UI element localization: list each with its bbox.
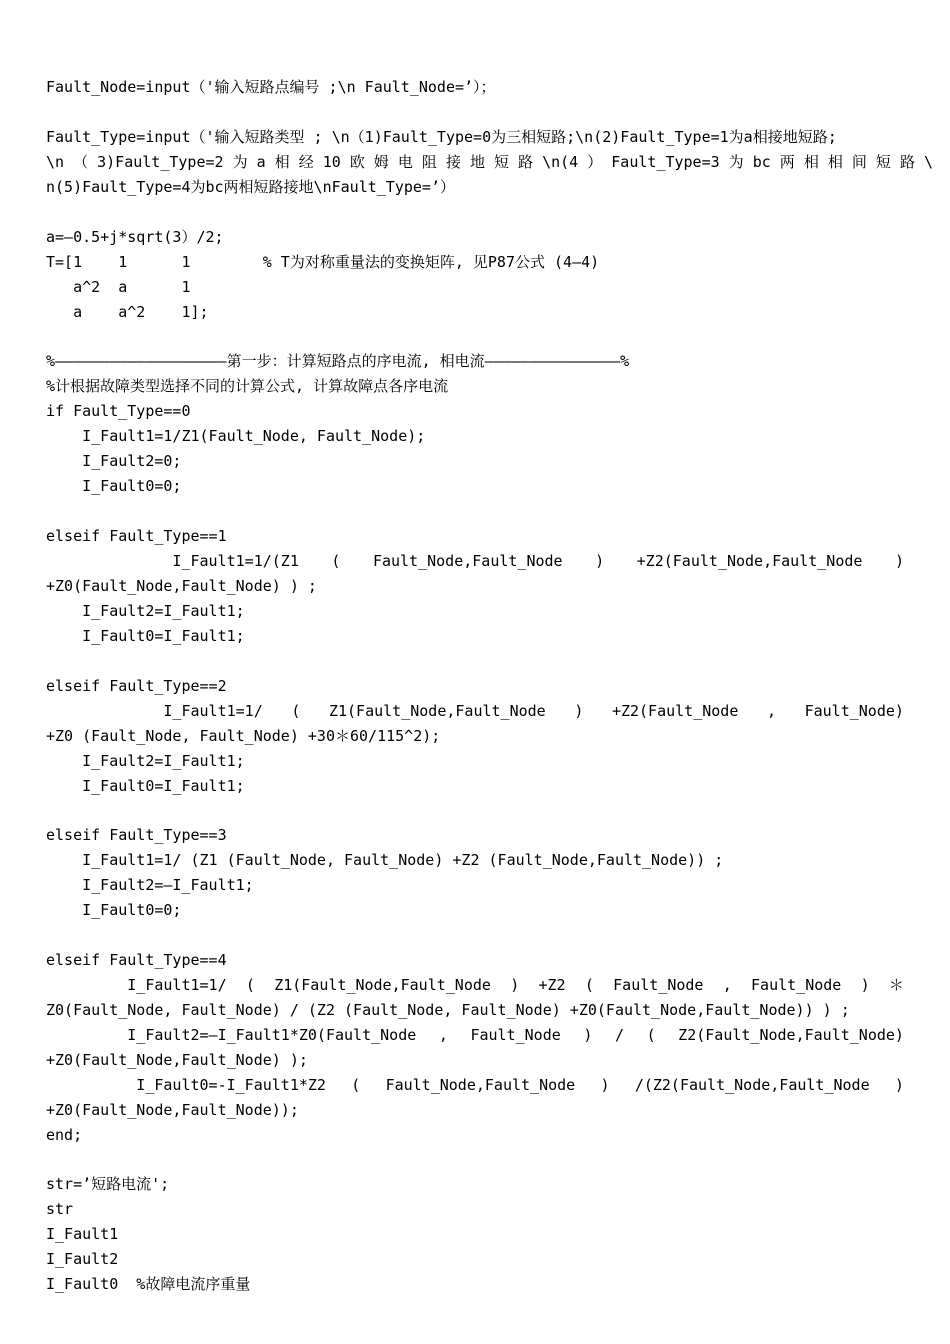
code-line: I_Fault1=1/Z1(Fault_Node, Fault_Node);	[46, 427, 426, 445]
code-segment: (	[291, 702, 301, 720]
code-line: Z0(Fault_Node, Fault_Node) / (Z2 (Fault_Node, Fault_Node) +Z0(Fault_Node,Fault_Node)) ) ;	[46, 1001, 850, 1019]
code-segment: (	[331, 552, 341, 570]
code-segment: ＊	[888, 976, 904, 994]
code-segment: I_Fault2=—I_Fault1*Z0(Fault_Node	[46, 1026, 417, 1044]
code-segment: (	[646, 1026, 656, 1044]
code-line: +Z0(Fault_Node,Fault_Node) ) ;	[46, 577, 317, 595]
code-segment: Fault_Node,Fault_Node	[372, 552, 563, 570]
code-line: I_Fault2=I_Fault1;	[46, 752, 245, 770]
code-comment: %———————————————————第一步：计算短路点的序电流, 相电流———————————————%	[46, 352, 630, 370]
code-segment: )	[574, 702, 584, 720]
code-line: I_Fault1=1/ (Z1 (Fault_Node, Fault_Node) +Z2 (Fault_Node,Fault_Node)) ;	[46, 851, 724, 869]
code-line: elseif Fault_Type==1	[46, 527, 227, 545]
code-segment: I_Fault1=1/	[46, 702, 263, 720]
code-line: I_Fault2=—I_Fault1;	[46, 876, 254, 894]
code-segment: )	[583, 1026, 593, 1044]
code-line: I_Fault0 %故障电流序重量	[46, 1275, 251, 1293]
code-segment: Fault_Node)	[804, 702, 904, 720]
code-line-justified	[46, 1025, 904, 1045]
code-segment: )	[600, 1076, 610, 1094]
code-segment: /(Z2(Fault_Node,Fault_Node	[634, 1076, 870, 1094]
code-line-justified	[46, 975, 904, 995]
code-line: if Fault_Type==0	[46, 402, 191, 420]
code-segment: (	[245, 976, 255, 994]
code-segment: Z1(Fault_Node,Fault_Node	[328, 702, 546, 720]
code-segment: +Z2(Fault_Node	[611, 702, 739, 720]
code-segment: I_Fault0=-I_Fault1*Z2	[46, 1076, 326, 1094]
code-line: +Z0(Fault_Node,Fault_Node) );	[46, 1051, 308, 1069]
code-segment: ,	[766, 702, 776, 720]
code-line: n(5)Fault_Type=4为bc两相短路接地\nFault_Type=’）	[46, 178, 455, 196]
code-line: a^2 a 1	[46, 278, 191, 296]
code-segment: (	[351, 1076, 361, 1094]
code-line: elseif Fault_Type==3	[46, 826, 227, 844]
code-segment: +Z2(Fault_Node,Fault_Node	[636, 552, 863, 570]
code-line: elseif Fault_Type==2	[46, 677, 227, 695]
code-segment: )	[595, 552, 605, 570]
code-segment: )	[510, 976, 520, 994]
code-line: I_Fault1	[46, 1225, 119, 1243]
code-segment: ,	[438, 1026, 448, 1044]
code-segment: /	[614, 1026, 624, 1044]
code-line-justified	[46, 701, 904, 721]
code-segment: ,	[722, 976, 732, 994]
code-line: elseif Fault_Type==4	[46, 951, 227, 969]
code-segment: Fault_Node,Fault_Node	[385, 1076, 576, 1094]
code-segment: Fault_Node	[470, 1026, 561, 1044]
code-segment: Fault_Node	[751, 976, 842, 994]
code-segment: )	[894, 1076, 904, 1094]
code-line: Fault_Node=input（'输入短路点编号 ;\n Fault_Node=’）；	[46, 78, 496, 96]
code-line: a=—0.5+j*sqrt(3）/2;	[46, 228, 224, 246]
code-line: I_Fault0=I_Fault1;	[46, 777, 245, 795]
code-line: +Z0 (Fault_Node, Fault_Node) +30＊60/115^2);	[46, 727, 441, 745]
code-line: I_Fault0=0;	[46, 901, 182, 919]
code-segment: Fault_Node	[613, 976, 704, 994]
code-segment: )	[894, 552, 904, 570]
code-segment: I_Fault1=1/(Z1	[46, 552, 299, 570]
code-line: Fault_Type=input（'输入短路类型 ; \n（1)Fault_Type=0为三相短路;\n(2)Fault_Type=1为a相接地短路;	[46, 128, 837, 146]
code-line: I_Fault2=I_Fault1;	[46, 602, 245, 620]
code-line: +Z0(Fault_Node,Fault_Node));	[46, 1101, 299, 1119]
code-line: str	[46, 1200, 74, 1218]
code-segment: Z1(Fault_Node,Fault_Node	[274, 976, 491, 994]
code-segment: )	[860, 976, 870, 994]
code-line: a a^2 1];	[46, 303, 209, 321]
code-line: end;	[46, 1126, 83, 1144]
code-segment: +Z2	[538, 976, 566, 994]
code-segment: Z2(Fault_Node,Fault_Node)	[678, 1026, 904, 1044]
code-line: T=[1 1 1 % T为对称重量法的变换矩阵, 见P87公式 (4—4)	[46, 253, 600, 271]
code-line: \n （ 3)Fault_Type=2 为 a 相 经 10 欧 姆 电 阻 接 地 短 路 \n(4 ） Fault_Type=3 为 bc 两 相 相 间 短 路 \	[46, 153, 934, 171]
code-line-justified	[46, 1075, 904, 1095]
code-line: I_Fault0=I_Fault1;	[46, 627, 245, 645]
code-comment: %计根据故障类型选择不同的计算公式, 计算故障点各序电流	[46, 377, 449, 395]
code-line-justified	[46, 551, 904, 571]
code-line: I_Fault0=0;	[46, 477, 182, 495]
code-segment: I_Fault1=1/	[46, 976, 227, 994]
code-segment: (	[584, 976, 594, 994]
code-line: str=’短路电流';	[46, 1175, 170, 1193]
code-line: I_Fault2	[46, 1250, 119, 1268]
code-line: I_Fault2=0;	[46, 452, 182, 470]
